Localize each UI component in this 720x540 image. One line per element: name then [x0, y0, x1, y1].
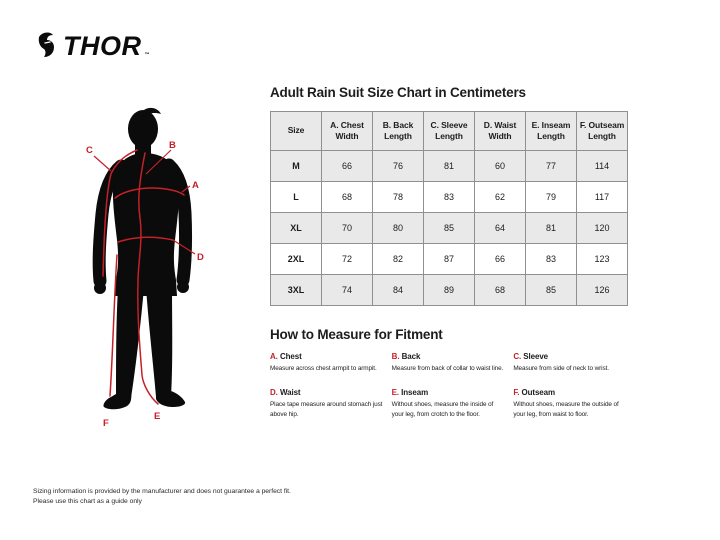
measure-item	[270, 352, 385, 373]
size-label-cell: M	[271, 151, 322, 182]
measurement-value-cell: 66	[322, 151, 373, 182]
measurement-value-cell: 83	[424, 182, 475, 213]
measure-item-description: Without shoes, measure the inside of your leg, from crotch to the floor.	[391, 401, 494, 418]
column-header: B. Back Length	[373, 112, 424, 151]
measurement-value-cell: 84	[373, 275, 424, 306]
measurement-value-cell: 126	[577, 275, 628, 306]
size-chart-panel	[270, 85, 628, 419]
measure-item-description: Measure from side of neck to wrist.	[513, 365, 609, 372]
table-row	[271, 244, 628, 275]
figure-label-a: A	[192, 180, 199, 191]
brand-name: THOR	[63, 30, 142, 61]
measurement-value-cell: 66	[475, 244, 526, 275]
measure-item-description: Without shoes, measure the outside of your leg, from waist to floor.	[513, 401, 619, 418]
table-row	[271, 275, 628, 306]
figure-label-b: B	[169, 140, 176, 151]
measure-item-description: Place tape measure around stomach just above hip.	[270, 401, 383, 418]
measurement-value-cell: 78	[373, 182, 424, 213]
size-label-cell: XL	[271, 213, 322, 244]
measurement-value-cell: 114	[577, 151, 628, 182]
measurement-value-cell: 83	[526, 244, 577, 275]
measure-item-label: E. Inseam	[391, 388, 429, 398]
column-header: Size	[271, 112, 322, 151]
table-row	[271, 151, 628, 182]
measurement-value-cell: 81	[424, 151, 475, 182]
measure-item-label: B. Back	[391, 352, 421, 361]
measure-instructions	[270, 352, 628, 419]
measurement-value-cell: 68	[322, 182, 373, 213]
column-header: C. Sleeve Length	[424, 112, 475, 151]
figure-label-c: C	[86, 145, 93, 156]
header-row	[271, 112, 628, 151]
measurement-value-cell: 87	[424, 244, 475, 275]
thor-helmet-icon	[36, 31, 60, 61]
figure-label-f: F	[103, 418, 109, 429]
measure-item-label: A. Chest	[270, 352, 302, 361]
disclaimer-line2: Please use this chart as a guide only	[33, 498, 142, 506]
size-chart-title: Adult Rain Suit Size Chart in Centimeters	[270, 85, 526, 100]
measurement-value-cell: 120	[577, 213, 628, 244]
trademark-symbol: ™	[144, 52, 150, 58]
figure-label-d: D	[197, 252, 204, 263]
measurement-value-cell: 82	[373, 244, 424, 275]
measure-item	[392, 388, 507, 419]
measure-item-label: F. Outseam	[513, 388, 556, 398]
measurement-value-cell: 123	[577, 244, 628, 275]
measure-item	[270, 388, 385, 419]
figure-label-e: E	[154, 411, 161, 422]
measurement-value-cell: 68	[475, 275, 526, 306]
measurement-value-cell: 79	[526, 182, 577, 213]
measurement-value-cell: 77	[526, 151, 577, 182]
column-header: E. Inseam Length	[526, 112, 577, 151]
measure-item-description: Measure from back of collar to waist line.	[391, 365, 504, 372]
measurement-value-cell: 81	[526, 213, 577, 244]
measurement-value-cell: 70	[322, 213, 373, 244]
measure-item-label: D. Waist	[270, 388, 301, 398]
disclaimer	[33, 487, 291, 507]
measure-item-label: C. Sleeve	[513, 352, 549, 361]
measure-item	[513, 388, 628, 419]
column-header: D. Waist Width	[475, 112, 526, 151]
measurement-value-cell: 60	[475, 151, 526, 182]
measurement-value-cell: 74	[322, 275, 373, 306]
measurement-value-cell: 89	[424, 275, 475, 306]
measurement-value-cell: 85	[526, 275, 577, 306]
disclaimer-line1: Sizing information is provided by the manufacturer and does not guarantee a perfect fit.	[33, 488, 291, 495]
measurement-value-cell: 85	[424, 213, 475, 244]
measure-item	[513, 352, 628, 373]
measurement-value-cell: 62	[475, 182, 526, 213]
how-to-measure-title: How to Measure for Fitment	[270, 327, 443, 342]
measure-item-description: Measure across chest armpit to armpit.	[270, 365, 377, 372]
column-header: A. Chest Width	[322, 112, 373, 151]
size-label-cell: L	[271, 182, 322, 213]
body-measurement-diagram	[80, 100, 230, 430]
measure-item	[392, 352, 507, 373]
measurement-value-cell: 64	[475, 213, 526, 244]
thor-logo	[36, 31, 150, 61]
table-row	[271, 213, 628, 244]
size-label-cell: 3XL	[271, 275, 322, 306]
measurement-value-cell: 80	[373, 213, 424, 244]
column-header: F. Outseam Length	[577, 112, 628, 151]
measurement-value-cell: 72	[322, 244, 373, 275]
measurement-value-cell: 117	[577, 182, 628, 213]
size-chart-table	[270, 111, 628, 306]
measurement-value-cell: 76	[373, 151, 424, 182]
size-label-cell: 2XL	[271, 244, 322, 275]
table-row	[271, 182, 628, 213]
